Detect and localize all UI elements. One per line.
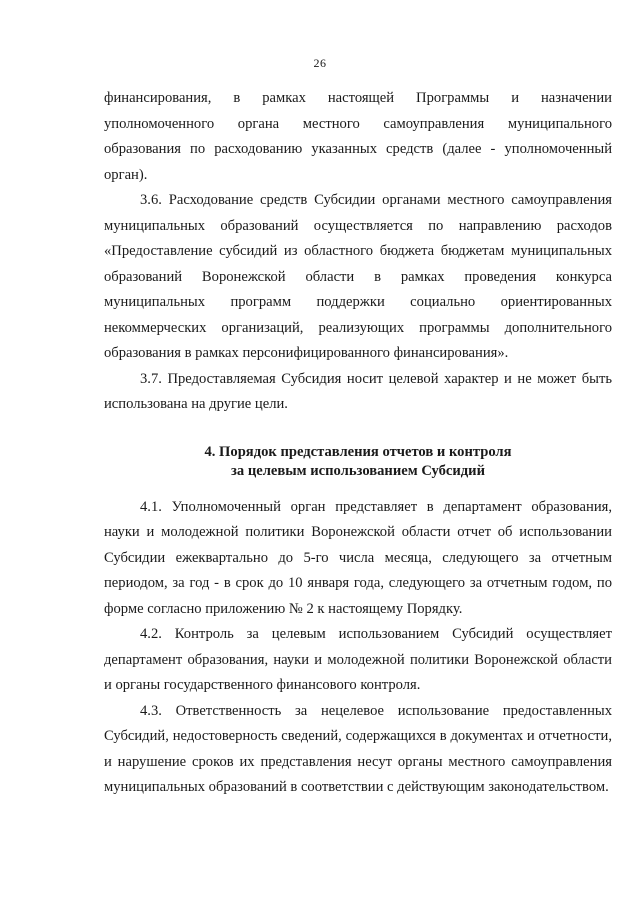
document-body <box>104 86 612 801</box>
section-heading-line-2: за целевым использованием Субсидий <box>231 462 485 479</box>
paragraph-3-6: 3.6. Расходование средств Субсидии органами местного самоуправления муниципальных образований осуществляется по направлению расходов «Предоставление субсидий из областного бюджета бюджетам муниципальных образований Воронежской области в рамках проведения конкурса муниципальных программ поддержки социально ориентированных некоммерческих организаций, реализующих программы дополнительного образования в рамках персонифицированного финансирования». <box>104 192 612 361</box>
paragraph-3-7: 3.7. Предоставляемая Субсидия носит целевой характер и не может быть использована на другие цели. <box>104 370 612 412</box>
section-heading-4 <box>104 443 612 481</box>
paragraph-financing-continuation: финансирования, в рамках настоящей Программы и назначении уполномоченного органа местного самоуправления муниципального образования по расходованию указанных средств (далее - уполномоченный орган). <box>104 90 612 183</box>
page-number: 26 <box>313 56 327 70</box>
paragraph-4-3: 4.3. Ответственность за нецелевое использование предоставленных Субсидий, недостоверность сведений, содержащихся в документах и отчетности, и нарушение сроков их представления несут органы местного самоуправления муниципальных образований в соответствии с действующим законодательством. <box>104 702 612 795</box>
section-heading-line-1: 4. Порядок представления отчетов и контроля <box>204 443 512 460</box>
paragraph-4-2: 4.2. Контроль за целевым использованием Субсидий осуществляет департамент образования, науки и молодежной политики Воронежской области и органы государственного финансового контроля. <box>104 626 612 693</box>
paragraph-4-1: 4.1. Уполномоченный орган представляет в департамент образования, науки и молодежной политики Воронежской области отчет об использовании Субсидии ежеквартально до 5-го числа месяца, следующего за отчетным периодом, за год - в срок до 10 января года, следующего за отчетным годом, по форме согласно приложению № 2 к настоящему Порядку. <box>104 498 612 617</box>
